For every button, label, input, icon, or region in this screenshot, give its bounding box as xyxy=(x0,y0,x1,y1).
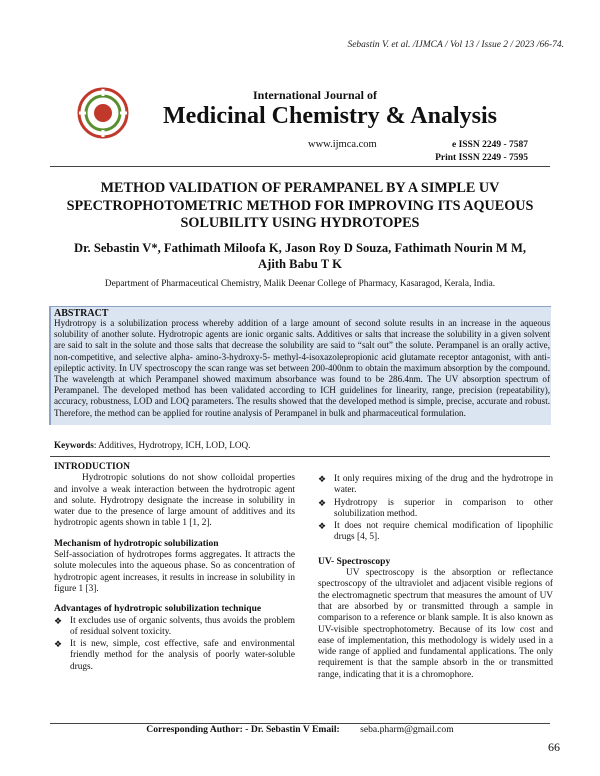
journal-prefix: International Journal of xyxy=(252,88,377,102)
keywords xyxy=(54,440,550,450)
corresponding-author xyxy=(0,724,600,735)
list-item: ❖ It does not require chemical modification of lipophilic drugs [4, 5]. xyxy=(318,521,553,543)
abstract-text: Hydrotropy is a solubilization process whereby addition of a large amount of second solute results in an increase in the aqueous solubility of another solute. Hydrotropic agents are ionic organic salts. Additives or salts that increase the solubility in a given solvent are said to salt in the solute and those salts that decrease the solubility are said to “salt out” the solute. Perampanel is an orally active, non-competitive, and selective alpha- amino-3-hydroxy-5- methyl-4-isoxazolepropionic acid glutamate receptor antagonist, with anti-epileptic activity. In UV spectroscopy the scan range was set between 200-400nm to obtain the maximum absorption by the compound. The wavelength at which Perampanel showed maximum absorbance was found to be 286.4nm. The UV absorption spectrum of Perampanel. The developed method has been validated according to ICH guidelines for linearity, range, precision (repeatability), accuracy, robustness, LOD and LOQ parameters. The results showed that the developed method is simple, precise, accurate and robust. Therefore, the method can be applied for routine analysis of Perampanel in bulk and pharmaceutical formulation. xyxy=(54,318,550,418)
list-item: ❖ It only requires mixing of the drug and the hydrotrope in water. xyxy=(318,474,553,496)
diamond-bullet-icon: ❖ xyxy=(54,639,63,650)
corresponding-email-link[interactable]: seba.pharm@gmail.com xyxy=(360,724,454,735)
keywords-divider xyxy=(50,456,550,457)
abstract-heading: ABSTRACT xyxy=(54,308,109,319)
diamond-bullet-icon: ❖ xyxy=(318,521,327,532)
list-item: ❖ Hydrotropy is superior in comparison to other solubilization method. xyxy=(318,497,553,519)
right-column xyxy=(318,474,553,681)
introduction-heading: INTRODUCTION xyxy=(54,462,131,472)
uv-spectroscopy-heading: UV- Spectroscopy xyxy=(318,556,391,567)
author-affiliation: Department of Pharmaceutical Chemistry, Malik Deenar College of Pharmacy, Kasaragod, Kerala, India. xyxy=(104,279,496,289)
diamond-bullet-icon: ❖ xyxy=(318,474,327,484)
article-title: METHOD VALIDATION OF PERAMPANEL BY A SIMPLE UV SPECTROPHOTOMETRIC METHOD FOR IMPROVING ITS AQUEOUS SOLUBILITY USING HYDROTOPES xyxy=(66,180,534,231)
left-column xyxy=(54,462,295,674)
mechanism-heading: Mechanism of hydrotropic solubilization xyxy=(54,538,219,549)
list-item: ❖ It is new, simple, cost effective, safe and environmental friendly method for the analysis of poorly water-soluble drugs. xyxy=(54,639,295,672)
journal-website-link[interactable]: www.ijmca.com xyxy=(308,139,377,150)
corresponding-label: Corresponding Author: - Dr. Sebastin V Email: xyxy=(146,724,340,735)
keywords-label: Keywords xyxy=(54,440,94,450)
keywords-text: : Additives, Hydrotropy, ICH, LOD, LOQ. xyxy=(93,440,251,450)
advantages-list-continued xyxy=(318,474,553,544)
running-citation: Sebastin V. et al. /IJMCA / Vol 13 / Issue 2 / 2023 /66-74. xyxy=(347,40,564,50)
print-issn: Print ISSN 2249 - 7595 xyxy=(435,153,528,163)
diamond-bullet-icon: ❖ xyxy=(318,497,327,508)
eissn: e ISSN 2249 - 7587 xyxy=(451,140,528,150)
issn-block xyxy=(435,139,528,165)
advantages-list xyxy=(54,616,295,673)
diamond-bullet-icon: ❖ xyxy=(54,615,63,626)
journal-name: Medicinal Chemistry & Analysis xyxy=(163,103,497,129)
introduction-text: Hydrotropic solutions do not show colloidal properties and involve a weak interaction between the hydrotropic agent and solute. Hydrotropy designate the increase in solubility in water due to the presence of large amount of additives and its hydrotropic agents shown in table 1 [1, 2]. xyxy=(54,473,295,529)
mechanism-text: Self-association of hydrotropes forms aggregates. It attracts the solute molecules into the aqueous phase. So as concentration of hydrotropic agent increases, it results in increase in solubility in figure 1 [3]. xyxy=(54,550,295,594)
list-item: ❖ It excludes use of organic solvents, thus avoids the problem of residual solvent toxicity. xyxy=(54,615,295,637)
header-divider xyxy=(50,166,550,167)
uv-spectroscopy-text: UV spectroscopy is the absorption or reflectance spectroscopy of the ultraviolet and adjacent visible regions of the electromagnetic spectrum that measures the amount of UV that are absorbed by or transmitted through a sample in comparison to a reference or blank sample. It is also known as UV-visible spectrophotometry. Because of its low cost and ease of implementation, this methodology is widely used in a wide range of applied and fundamental applications. The only requirement is that the sample absorb in the or transmitted range, indicating that it is a chromophore. xyxy=(318,568,553,680)
page-number: 66 xyxy=(548,740,560,754)
article-authors: Dr. Sebastin V*, Fathimath Miloofa K, Jason Roy D Souza, Fathimath Nourin M M, Ajith Babu T K xyxy=(74,241,526,271)
advantages-heading: Advantages of hydrotropic solubilization technique xyxy=(54,604,262,615)
